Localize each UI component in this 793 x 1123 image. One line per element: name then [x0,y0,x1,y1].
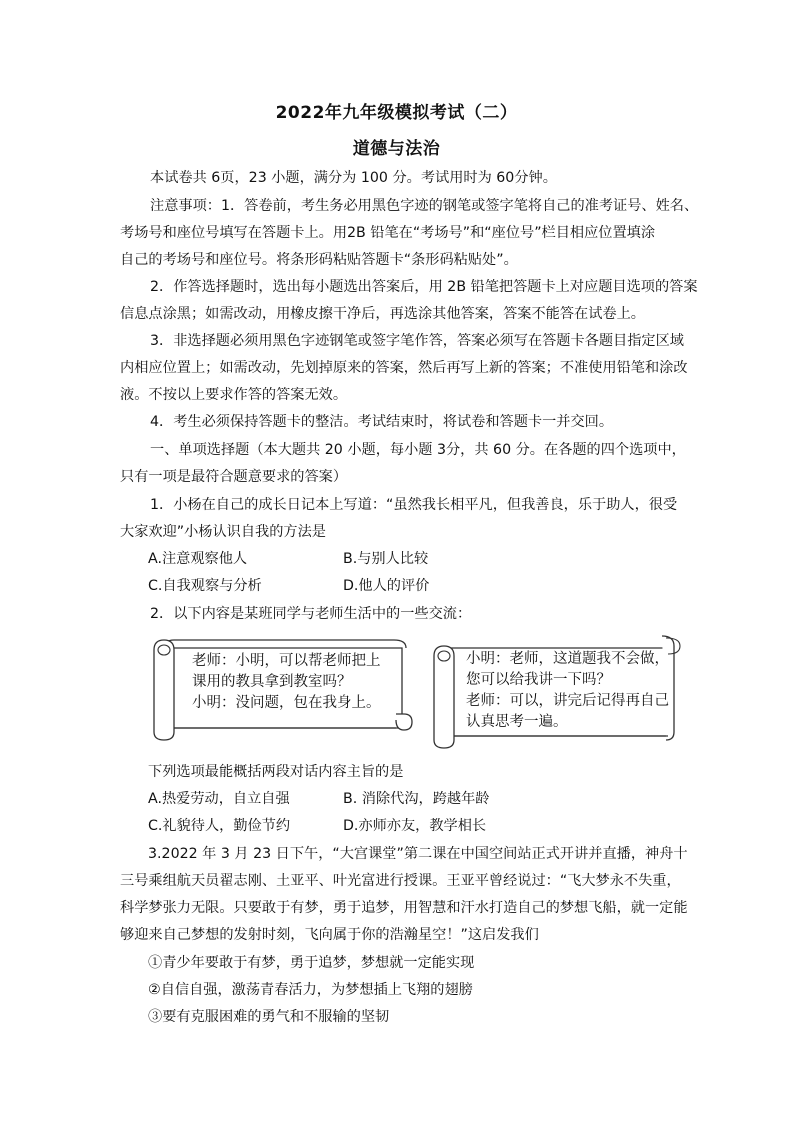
option-c: C.礼貌待人，勤俭节约 [148,818,291,834]
note-line: 3．非选择题必须用黑色字迹钢笔或签字笔作答，答案必须写在答题卡各题目指定区域 [150,333,684,349]
note-line: 2．作答选择题时，选出每小题选出答案后，用 2B 铅笔把答题卡上对应题目选项的答案 [150,279,698,295]
question-stem: 三号乘组航天员翟志刚、土亚平、叶光富进行授课。王亚平曾经说过：“飞大梦永不失重， [120,873,681,889]
note-line: 内相应位置上；如需改动，先划掉原来的答案，然后再写上新的答案；不准使用铅笔和涂改 [120,360,688,376]
section-heading: 一、单项选择题（本大题共 20 小题，每小题 3分，共 60 分。在各题的四个选项中， [150,442,686,458]
option-d: D.亦师亦友，教学相长 [343,818,487,834]
note-line: 注意事项：1．答卷前，考生务必用黑色字迹的钢笔或签字笔将自己的准考证号、姓名、 [150,198,699,214]
statement-item: ②自信自强，激荡青春活力，为梦想插上飞翔的翅膀 [148,982,473,998]
question-stem: 够迎来自己梦想的发射时刻，飞向属于你的浩瀚星空！”这启发我们 [120,927,539,943]
section-heading: 只有一项是最符合题意要求的答案） [120,469,348,485]
option-d: D.他人的评价 [343,578,430,594]
subject-title: 道德与法治 [352,139,441,159]
question-prompt: 下列选项最能概括两段对话内容主旨的是 [148,764,404,780]
dialog-line: 小明：老师，这道题我不会做， [466,651,669,667]
statement-item: ③要有克服困难的勇气和不服输的坚韧 [148,1009,390,1025]
dialog-line: 老师：可以，讲完后记得再自己 [466,693,669,709]
note-line: 信息点涂黑；如需改动，用橡皮擦干净后，再选涂其他答案，答案不能答在试卷上。 [120,306,645,322]
question-stem: 2．以下内容是某班同学与老师生活中的一些交流： [150,606,472,622]
dialog-line: 小明：没问题，包在我身上。 [192,695,381,711]
question-stem: 大家欢迎”小杨认识自我的方法是 [120,524,326,540]
option-a: A.注意观察他人 [148,551,248,567]
dialog-scroll-left [150,636,414,742]
dialog-line: 认真思考一遍。 [466,714,568,730]
option-c: C.自我观察与分析 [148,578,262,594]
dialog-line: 课用的教具拿到教室吗？ [192,674,352,690]
option-a: A.热爱劳动，自立自强 [148,791,290,807]
dialog-line: 您可以给我讲一下吗？ [466,672,611,688]
exam-summary: 本试卷共 6页，23 小题，满分为 100 分。考试用时为 60分钟。 [150,170,557,186]
note-line: 自己的考场号和座位号。将条形码粘贴答题卡“条形码粘贴处”。 [120,252,518,268]
statement-item: ①青少年要敢于有梦，勇于追梦，梦想就一定能实现 [148,955,475,971]
question-stem: 1．小杨在自己的成长日记本上写道：“虽然我长相平凡，但我善良，乐于助人，很受 [150,497,678,513]
note-line: 4．考生必须保持答题卡的整洁。考试结束时，将试卷和答题卡一并交回。 [150,414,614,430]
option-b: B.与别人比较 [343,551,429,567]
note-line: 液。不按以上要求作答的答案无效。 [120,387,348,403]
option-b: B. 消除代沟，跨越年龄 [343,791,490,807]
exam-title: 2022年九年级模拟考试（二） [275,103,518,123]
question-stem: 3.2022 年 3 月 23 日下午，“大宫课堂”第二课在中国空间站正式开讲并直播，神舟十 [148,846,688,862]
note-line: 考场号和座位号填写在答题卡上。用2B 铅笔在“考场号”和“座位号”栏目相应位置填涂 [120,225,656,241]
dialog-line: 老师：小明，可以帮老师把上 [192,653,381,669]
question-stem: 科学梦张力无限。只要敢于有梦，勇于追梦，用智慧和汗水打造自己的梦想飞船，就一定能 [120,900,688,916]
dialog-scroll-right [430,632,686,752]
